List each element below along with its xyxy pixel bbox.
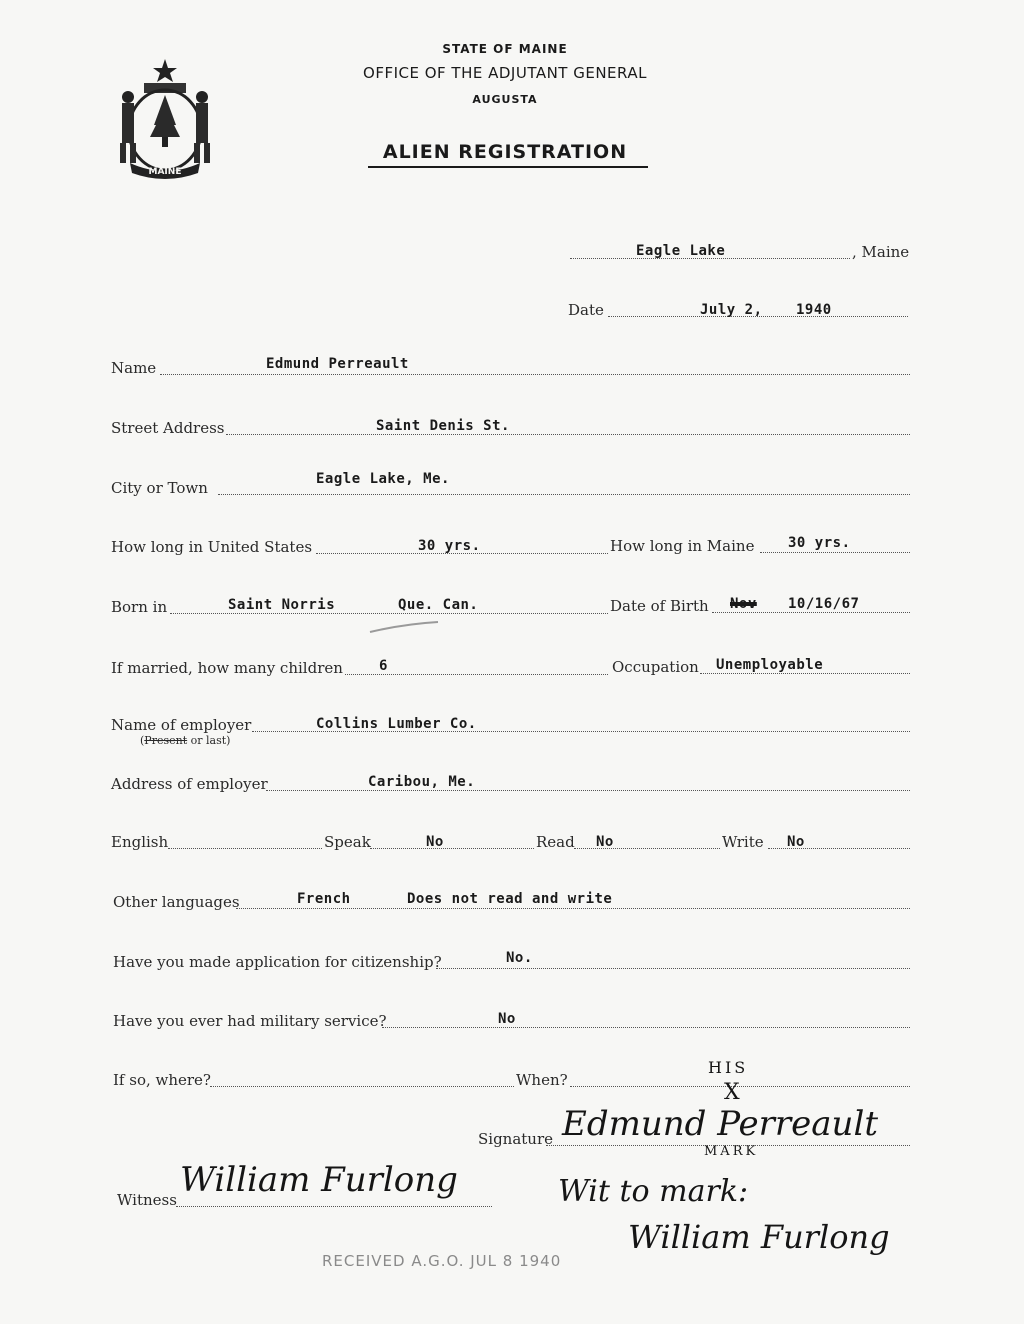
citizenship-label: Have you made application for citizenship? bbox=[113, 953, 442, 971]
write-label: Write bbox=[722, 833, 764, 851]
where-label: If so, where? bbox=[113, 1071, 211, 1089]
form-title: ALIEN REGISTRATION bbox=[382, 141, 628, 163]
title-underline bbox=[368, 166, 648, 168]
city-heading: AUGUSTA bbox=[472, 93, 538, 106]
witness-signature: William Furlong bbox=[180, 1160, 458, 1200]
other-languages-note: Does not read and write bbox=[407, 891, 613, 907]
how-long-maine-value: 30 yrs. bbox=[788, 535, 851, 551]
citizenship-line bbox=[436, 968, 910, 969]
city-label: City or Town bbox=[111, 479, 208, 497]
how-long-us-label: How long in United States bbox=[111, 538, 313, 556]
military-line bbox=[382, 1027, 910, 1028]
street-line bbox=[226, 434, 910, 435]
when-label: When? bbox=[516, 1071, 568, 1089]
dob-struck: Nov bbox=[730, 596, 757, 612]
how-long-maine-line bbox=[760, 552, 910, 553]
dob-line bbox=[712, 612, 910, 613]
signature-handwritten: Edmund Perreault bbox=[562, 1104, 878, 1144]
city-line bbox=[218, 494, 910, 495]
his-mark-label: HIS bbox=[708, 1058, 749, 1077]
born-in-place: Saint Norris bbox=[228, 597, 336, 613]
office-heading: OFFICE OF THE ADJUTANT GENERAL bbox=[363, 64, 647, 82]
received-stamp: RECEIVED A.G.O. JUL 8 1940 bbox=[322, 1252, 562, 1270]
occupation-value: Unemployable bbox=[716, 657, 824, 673]
born-in-province: Que. Can. bbox=[398, 597, 479, 613]
dob-value: 10/16/67 bbox=[788, 596, 860, 612]
speak-line bbox=[370, 848, 534, 849]
street-label: Street Address bbox=[111, 419, 225, 437]
mark-label: MARK bbox=[704, 1144, 759, 1159]
name-value: Edmund Perreault bbox=[266, 356, 409, 372]
other-languages-line bbox=[236, 908, 910, 909]
signature-label: Signature bbox=[478, 1130, 554, 1148]
speak-value: No bbox=[426, 834, 444, 850]
date-value: July 2, bbox=[700, 302, 763, 318]
mark-x: X bbox=[724, 1080, 740, 1105]
other-languages-label: Other languages bbox=[113, 893, 240, 911]
employer-address-label: Address of employer bbox=[111, 775, 268, 793]
street-value: Saint Denis St. bbox=[376, 418, 510, 434]
other-languages-value: French bbox=[297, 891, 351, 907]
occupation-label: Occupation bbox=[612, 658, 699, 676]
witness-note: Wit to mark: bbox=[558, 1174, 749, 1209]
citizenship-value: No. bbox=[506, 950, 533, 966]
employer-sublabel-rest: or last) bbox=[187, 734, 231, 747]
military-value: No bbox=[498, 1011, 516, 1027]
read-label: Read bbox=[536, 833, 575, 851]
read-value: No bbox=[596, 834, 614, 850]
employer-sublabel-struck: Present bbox=[144, 734, 188, 747]
when-line bbox=[570, 1086, 910, 1087]
military-label: Have you ever had military service? bbox=[113, 1012, 387, 1030]
name-label: Name bbox=[111, 359, 157, 377]
children-label: If married, how many children bbox=[111, 659, 343, 677]
witness-line bbox=[176, 1206, 492, 1207]
children-value: 6 bbox=[379, 658, 388, 674]
english-line bbox=[168, 848, 322, 849]
date-year: 1940 bbox=[796, 302, 832, 318]
witness-note-name: William Furlong bbox=[628, 1218, 890, 1256]
date-label: Date bbox=[568, 301, 604, 319]
name-line bbox=[160, 374, 910, 375]
born-in-label: Born in bbox=[111, 598, 168, 616]
location-value: Eagle Lake bbox=[636, 243, 726, 259]
city-value: Eagle Lake, Me. bbox=[316, 471, 450, 487]
employer-sublabel bbox=[140, 734, 230, 747]
employer-address-line bbox=[266, 790, 910, 791]
where-line bbox=[210, 1086, 514, 1087]
employer-sublabel-open: ( bbox=[140, 734, 145, 747]
pencil-stroke bbox=[368, 620, 440, 634]
how-long-us-value: 30 yrs. bbox=[418, 538, 481, 554]
employer-value: Collins Lumber Co. bbox=[316, 716, 477, 732]
seal-text: MAINE bbox=[148, 167, 182, 177]
location-suffix: , Maine bbox=[852, 243, 910, 261]
occupation-line bbox=[700, 673, 910, 674]
english-label: English bbox=[111, 833, 169, 851]
how-long-maine-label: How long in Maine bbox=[610, 537, 755, 555]
employer-label: Name of employer bbox=[111, 716, 252, 734]
witness-label: Witness bbox=[117, 1191, 177, 1209]
speak-label: Speak bbox=[324, 833, 371, 851]
write-value: No bbox=[787, 834, 805, 850]
dob-label: Date of Birth bbox=[610, 597, 709, 615]
employer-address-value: Caribou, Me. bbox=[368, 774, 476, 790]
state-heading: STATE OF MAINE bbox=[442, 42, 568, 56]
children-line bbox=[345, 674, 608, 675]
born-in-line bbox=[170, 613, 608, 614]
